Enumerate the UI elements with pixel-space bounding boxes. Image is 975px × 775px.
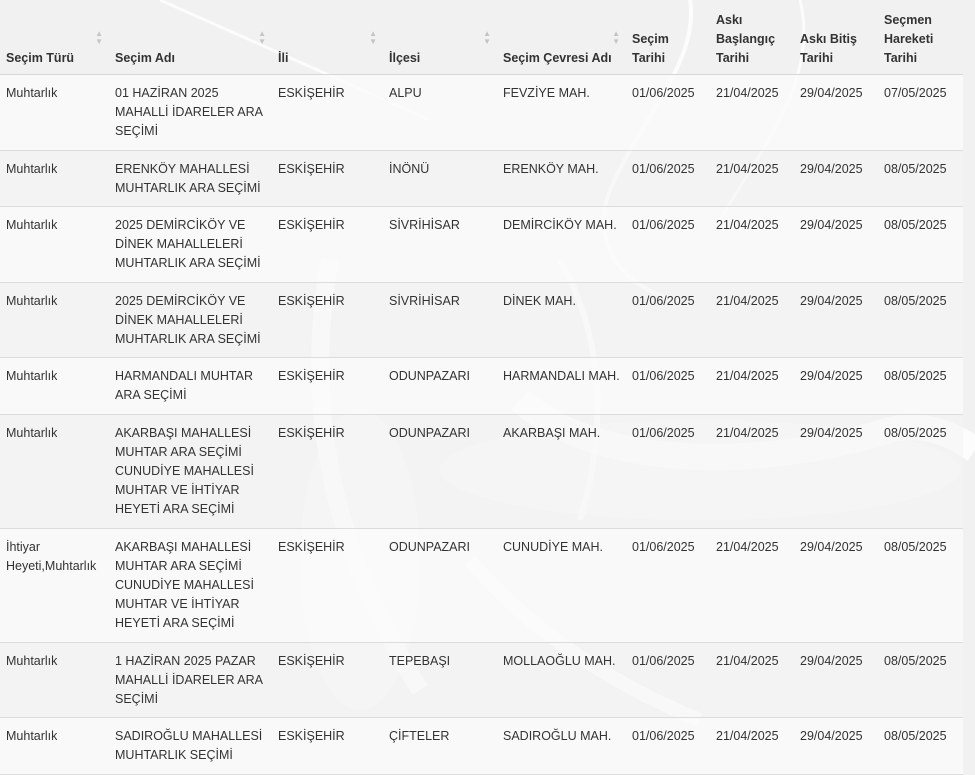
cell-secmen-hareketi: 08/05/2025 xyxy=(878,528,963,642)
cell-secim-turu: Muhtarlık xyxy=(0,150,109,206)
column-header-label: Seçim Tarihi xyxy=(632,32,669,65)
cell-secim-cevresi: ERENKÖY MAH. xyxy=(497,150,626,206)
table-row xyxy=(0,528,963,642)
cell-aski-bitis: 29/04/2025 xyxy=(794,718,878,774)
cell-aski-baslangic: 21/04/2025 xyxy=(710,150,794,206)
cell-ilcesi: ODUNPAZARI xyxy=(383,358,497,414)
cell-secim-turu: Muhtarlık xyxy=(0,358,109,414)
cell-secmen-hareketi: 08/05/2025 xyxy=(878,718,963,774)
cell-ilcesi: TEPEBAŞI xyxy=(383,642,497,718)
cell-ili: ESKİŞEHİR xyxy=(272,150,383,206)
cell-ili: ESKİŞEHİR xyxy=(272,358,383,414)
cell-secim-adi: 01 HAZİRAN 2025 MAHALLİ İDARELER ARA SEÇİMİ xyxy=(109,75,272,151)
column-header-secim-cevresi[interactable] xyxy=(497,0,626,75)
column-header-label: İli xyxy=(278,51,289,65)
cell-secim-adi: AKARBAŞI MAHALLESİ MUHTAR ARA SEÇİMİ CUNUDİYE MAHALLESİ MUHTAR VE İHTİYAR HEYETİ ARA SEÇİMİ xyxy=(109,528,272,642)
cell-ili: ESKİŞEHİR xyxy=(272,414,383,528)
cell-secim-adi: 1 HAZİRAN 2025 PAZAR MAHALLİ İDARELER ARA SEÇİMİ xyxy=(109,642,272,718)
cell-aski-bitis: 29/04/2025 xyxy=(794,414,878,528)
cell-secim-cevresi: HARMANDALI MAH. xyxy=(497,358,626,414)
column-header-label: Seçim Türü xyxy=(6,51,75,65)
cell-aski-baslangic: 21/04/2025 xyxy=(710,528,794,642)
cell-secim-turu: Muhtarlık xyxy=(0,75,109,151)
cell-secmen-hareketi: 08/05/2025 xyxy=(878,207,963,283)
table-row xyxy=(0,358,963,414)
cell-secim-turu: Muhtarlık xyxy=(0,414,109,528)
column-header-label: Seçmen Hareketi Tarihi xyxy=(884,13,934,65)
cell-secim-adi: AKARBAŞI MAHALLESİ MUHTAR ARA SEÇİMİ CUNUDİYE MAHALLESİ MUHTAR VE İHTİYAR HEYETİ ARA SEÇİMİ xyxy=(109,414,272,528)
cell-secim-tarihi: 01/06/2025 xyxy=(626,75,710,151)
cell-aski-bitis: 29/04/2025 xyxy=(794,150,878,206)
cell-aski-baslangic: 21/04/2025 xyxy=(710,358,794,414)
cell-ilcesi: SİVRİHİSAR xyxy=(383,207,497,283)
cell-secmen-hareketi: 08/05/2025 xyxy=(878,642,963,718)
cell-secmen-hareketi: 08/05/2025 xyxy=(878,414,963,528)
cell-ili: ESKİŞEHİR xyxy=(272,75,383,151)
cell-secim-turu: İhtiyar Heyeti,Muhtarlık xyxy=(0,528,109,642)
sort-arrows-icon[interactable]: ▲ ▼ xyxy=(483,29,491,46)
cell-secim-tarihi: 01/06/2025 xyxy=(626,414,710,528)
table-row xyxy=(0,414,963,528)
sort-arrows-icon[interactable]: ▲ ▼ xyxy=(612,29,620,46)
column-header-label: Askı Bitiş Tarihi xyxy=(800,32,857,65)
table-row xyxy=(0,207,963,283)
table-row xyxy=(0,718,963,774)
cell-secim-cevresi: AKARBAŞI MAH. xyxy=(497,414,626,528)
column-header-secim-adi[interactable] xyxy=(109,0,272,75)
cell-secim-turu: Muhtarlık xyxy=(0,282,109,358)
column-header-secim-turu[interactable] xyxy=(0,0,109,75)
column-header-aski-bitis xyxy=(794,0,878,75)
cell-aski-baslangic: 21/04/2025 xyxy=(710,282,794,358)
cell-secmen-hareketi: 08/05/2025 xyxy=(878,282,963,358)
cell-secim-tarihi: 01/06/2025 xyxy=(626,207,710,283)
column-header-label: Seçim Adı xyxy=(115,51,175,65)
cell-secim-adi: HARMANDALI MUHTAR ARA SEÇİMİ xyxy=(109,358,272,414)
table-header-row xyxy=(0,0,963,75)
cell-aski-bitis: 29/04/2025 xyxy=(794,642,878,718)
cell-ilcesi: SİVRİHİSAR xyxy=(383,282,497,358)
column-header-secmen-hareketi xyxy=(878,0,963,75)
table-body xyxy=(0,75,963,775)
column-header-ilcesi[interactable] xyxy=(383,0,497,75)
cell-aski-baslangic: 21/04/2025 xyxy=(710,75,794,151)
cell-secmen-hareketi: 08/05/2025 xyxy=(878,150,963,206)
cell-secim-cevresi: MOLLAOĞLU MAH. xyxy=(497,642,626,718)
cell-ili: ESKİŞEHİR xyxy=(272,282,383,358)
column-header-label: Seçim Çevresi Adı xyxy=(503,51,612,65)
cell-ilcesi: İNÖNÜ xyxy=(383,150,497,206)
cell-aski-baslangic: 21/04/2025 xyxy=(710,207,794,283)
cell-secim-tarihi: 01/06/2025 xyxy=(626,150,710,206)
cell-ili: ESKİŞEHİR xyxy=(272,528,383,642)
cell-secim-turu: Muhtarlık xyxy=(0,718,109,774)
cell-secmen-hareketi: 07/05/2025 xyxy=(878,75,963,151)
cell-secim-adi: SADIROĞLU MAHALLESİ MUHTARLIK SEÇİMİ xyxy=(109,718,272,774)
cell-aski-bitis: 29/04/2025 xyxy=(794,358,878,414)
cell-secim-tarihi: 01/06/2025 xyxy=(626,718,710,774)
column-header-label: İlçesi xyxy=(389,51,421,65)
cell-aski-bitis: 29/04/2025 xyxy=(794,207,878,283)
table-row xyxy=(0,642,963,718)
table-row xyxy=(0,75,963,151)
cell-ilcesi: ODUNPAZARI xyxy=(383,528,497,642)
cell-ili: ESKİŞEHİR xyxy=(272,718,383,774)
sort-arrows-icon[interactable]: ▲ ▼ xyxy=(95,29,103,46)
cell-secim-cevresi: FEVZİYE MAH. xyxy=(497,75,626,151)
cell-secim-cevresi: DEMİRCİKÖY MAH. xyxy=(497,207,626,283)
cell-secim-turu: Muhtarlık xyxy=(0,207,109,283)
cell-secim-adi: 2025 DEMİRCİKÖY VE DİNEK MAHALLELERİ MUHTARLIK ARA SEÇİMİ xyxy=(109,282,272,358)
cell-aski-bitis: 29/04/2025 xyxy=(794,75,878,151)
column-header-ili[interactable] xyxy=(272,0,383,75)
cell-secim-tarihi: 01/06/2025 xyxy=(626,282,710,358)
column-header-secim-tarihi xyxy=(626,0,710,75)
column-header-aski-baslangic xyxy=(710,0,794,75)
sort-arrows-icon[interactable]: ▲ ▼ xyxy=(258,29,266,46)
cell-secim-tarihi: 01/06/2025 xyxy=(626,528,710,642)
cell-secim-cevresi: DİNEK MAH. xyxy=(497,282,626,358)
cell-ilcesi: ODUNPAZARI xyxy=(383,414,497,528)
cell-aski-baslangic: 21/04/2025 xyxy=(710,414,794,528)
cell-secim-turu: Muhtarlık xyxy=(0,642,109,718)
cell-ili: ESKİŞEHİR xyxy=(272,207,383,283)
cell-secim-cevresi: CUNUDİYE MAH. xyxy=(497,528,626,642)
table-row xyxy=(0,282,963,358)
cell-secim-tarihi: 01/06/2025 xyxy=(626,358,710,414)
column-header-label: Askı Başlangıç Tarihi xyxy=(716,13,776,65)
cell-secim-adi: ERENKÖY MAHALLESİ MUHTARLIK ARA SEÇİMİ xyxy=(109,150,272,206)
cell-secim-adi: 2025 DEMİRCİKÖY VE DİNEK MAHALLELERİ MUHTARLIK ARA SEÇİMİ xyxy=(109,207,272,283)
sort-arrows-icon[interactable]: ▲ ▼ xyxy=(369,29,377,46)
cell-ili: ESKİŞEHİR xyxy=(272,642,383,718)
cell-secim-tarihi: 01/06/2025 xyxy=(626,642,710,718)
cell-aski-bitis: 29/04/2025 xyxy=(794,282,878,358)
cell-ilcesi: ÇİFTELER xyxy=(383,718,497,774)
table-row xyxy=(0,150,963,206)
cell-secmen-hareketi: 08/05/2025 xyxy=(878,358,963,414)
cell-aski-baslangic: 21/04/2025 xyxy=(710,642,794,718)
cell-ilcesi: ALPU xyxy=(383,75,497,151)
cell-aski-baslangic: 21/04/2025 xyxy=(710,718,794,774)
cell-secim-cevresi: SADIROĞLU MAH. xyxy=(497,718,626,774)
cell-aski-bitis: 29/04/2025 xyxy=(794,528,878,642)
